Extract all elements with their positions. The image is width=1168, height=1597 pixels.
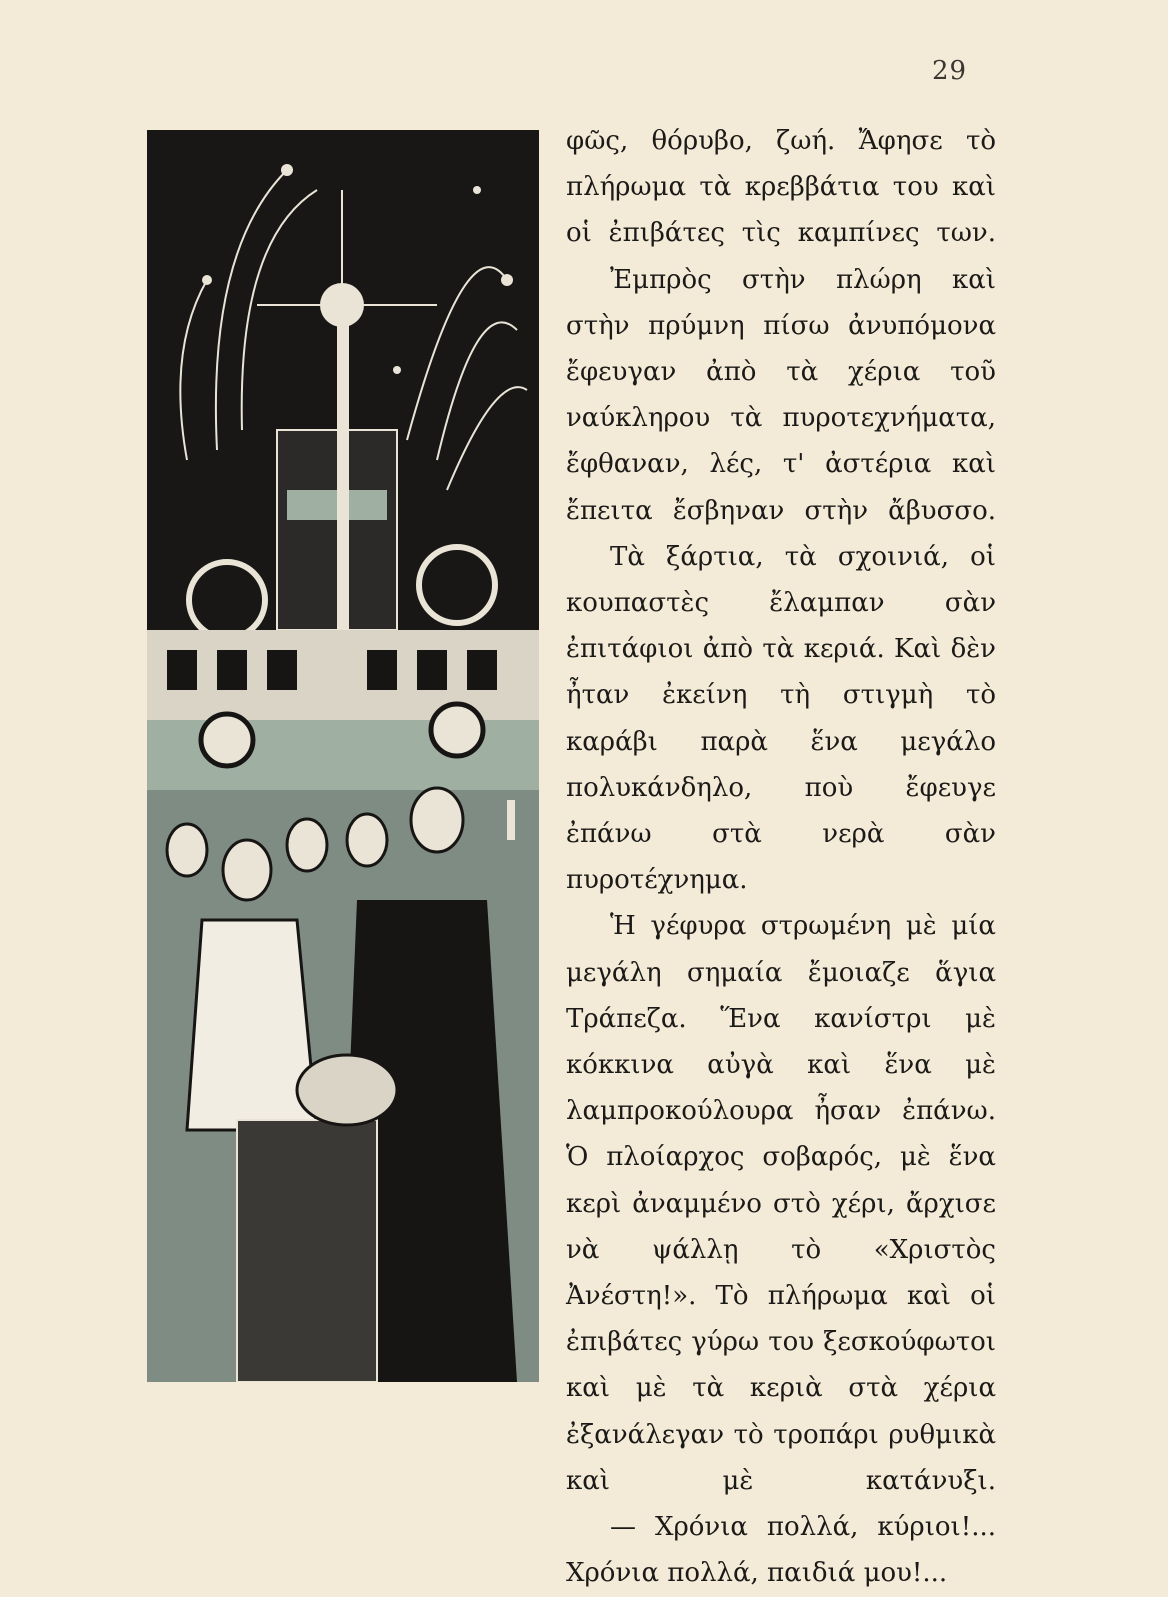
paragraph: φῶς, θόρυβο, ζωή. Ἄφησε τὸ πλήρωμα τὰ κρεββάτια του καὶ οἱ ἐπιβάτες τὶς καμπίνες των. (566, 126, 996, 249)
egg-basket (297, 1055, 397, 1125)
paragraph: — Χρόνια πολλά, κύριοι!... Χρόνια πολλά, παιδιά μου!... (566, 1512, 996, 1589)
ship-easter-illustration (147, 130, 539, 1382)
paragraph: Ἐμπρὸς στὴν πλώρη καὶ στὴν πρύμνη πίσω ἀνυπόμονα ἔφευγαν ἀπὸ τὰ χέρια τοῦ ναύκληρου τὰ πυροτεχνήματα, ἔφθαναν, λές, τ' ἀστέρια καὶ ἔπειτα ἔσβηναν στὴν ἄβυσσο. (566, 264, 996, 526)
illustration-drawing (147, 130, 539, 1382)
candle (507, 800, 515, 840)
page-number: 29 (932, 56, 968, 86)
porthole-left (201, 714, 253, 766)
altar-table (237, 1120, 377, 1382)
text-column (566, 118, 996, 1597)
paragraph: Τὰ ξάρτια, τὰ σχοινιά, οἱ κουπαστὲς ἔλαμπαν σὰν ἐπιτάφιοι ἀπὸ τὰ κεριά. Καὶ δὲν ἦταν ἐκείνη τὴ στιγμὴ τὸ καράβι παρὰ ἕνα μεγάλο πολυκάνδηλο, ποὺ ἔφευγε ἐπάνω στὰ νερὰ σὰν πυροτέχνημα. (566, 541, 996, 896)
paragraph: Ἡ γέφυρα στρωμένη μὲ μία μεγάλη σημαία ἔμοιαζε ἅγια Τράπεζα. Ἕνα κανίστρι μὲ κόκκινα αὐγὰ καὶ ἕνα μὲ λαμπροκούλουρα ἦσαν ἐπάνω. Ὁ πλοίαρχος σοβαρός, μὲ ἕνα κερὶ ἀναμμένο στὸ χέρι, ἄρχισε νὰ ψάλλῃ τὸ «Χριστὸς Ἀνέστη!». Τὸ πλήρωμα καὶ οἱ ἐπιβάτες γύρω του ξεσκούφωτοι καὶ μὲ τὰ κεριὰ στὰ χέρια ἐξανάλεγαν τὸ τροπάρι ρυθμικὰ καὶ μὲ κατάνυξι. (566, 911, 996, 1496)
porthole-right (431, 704, 483, 756)
